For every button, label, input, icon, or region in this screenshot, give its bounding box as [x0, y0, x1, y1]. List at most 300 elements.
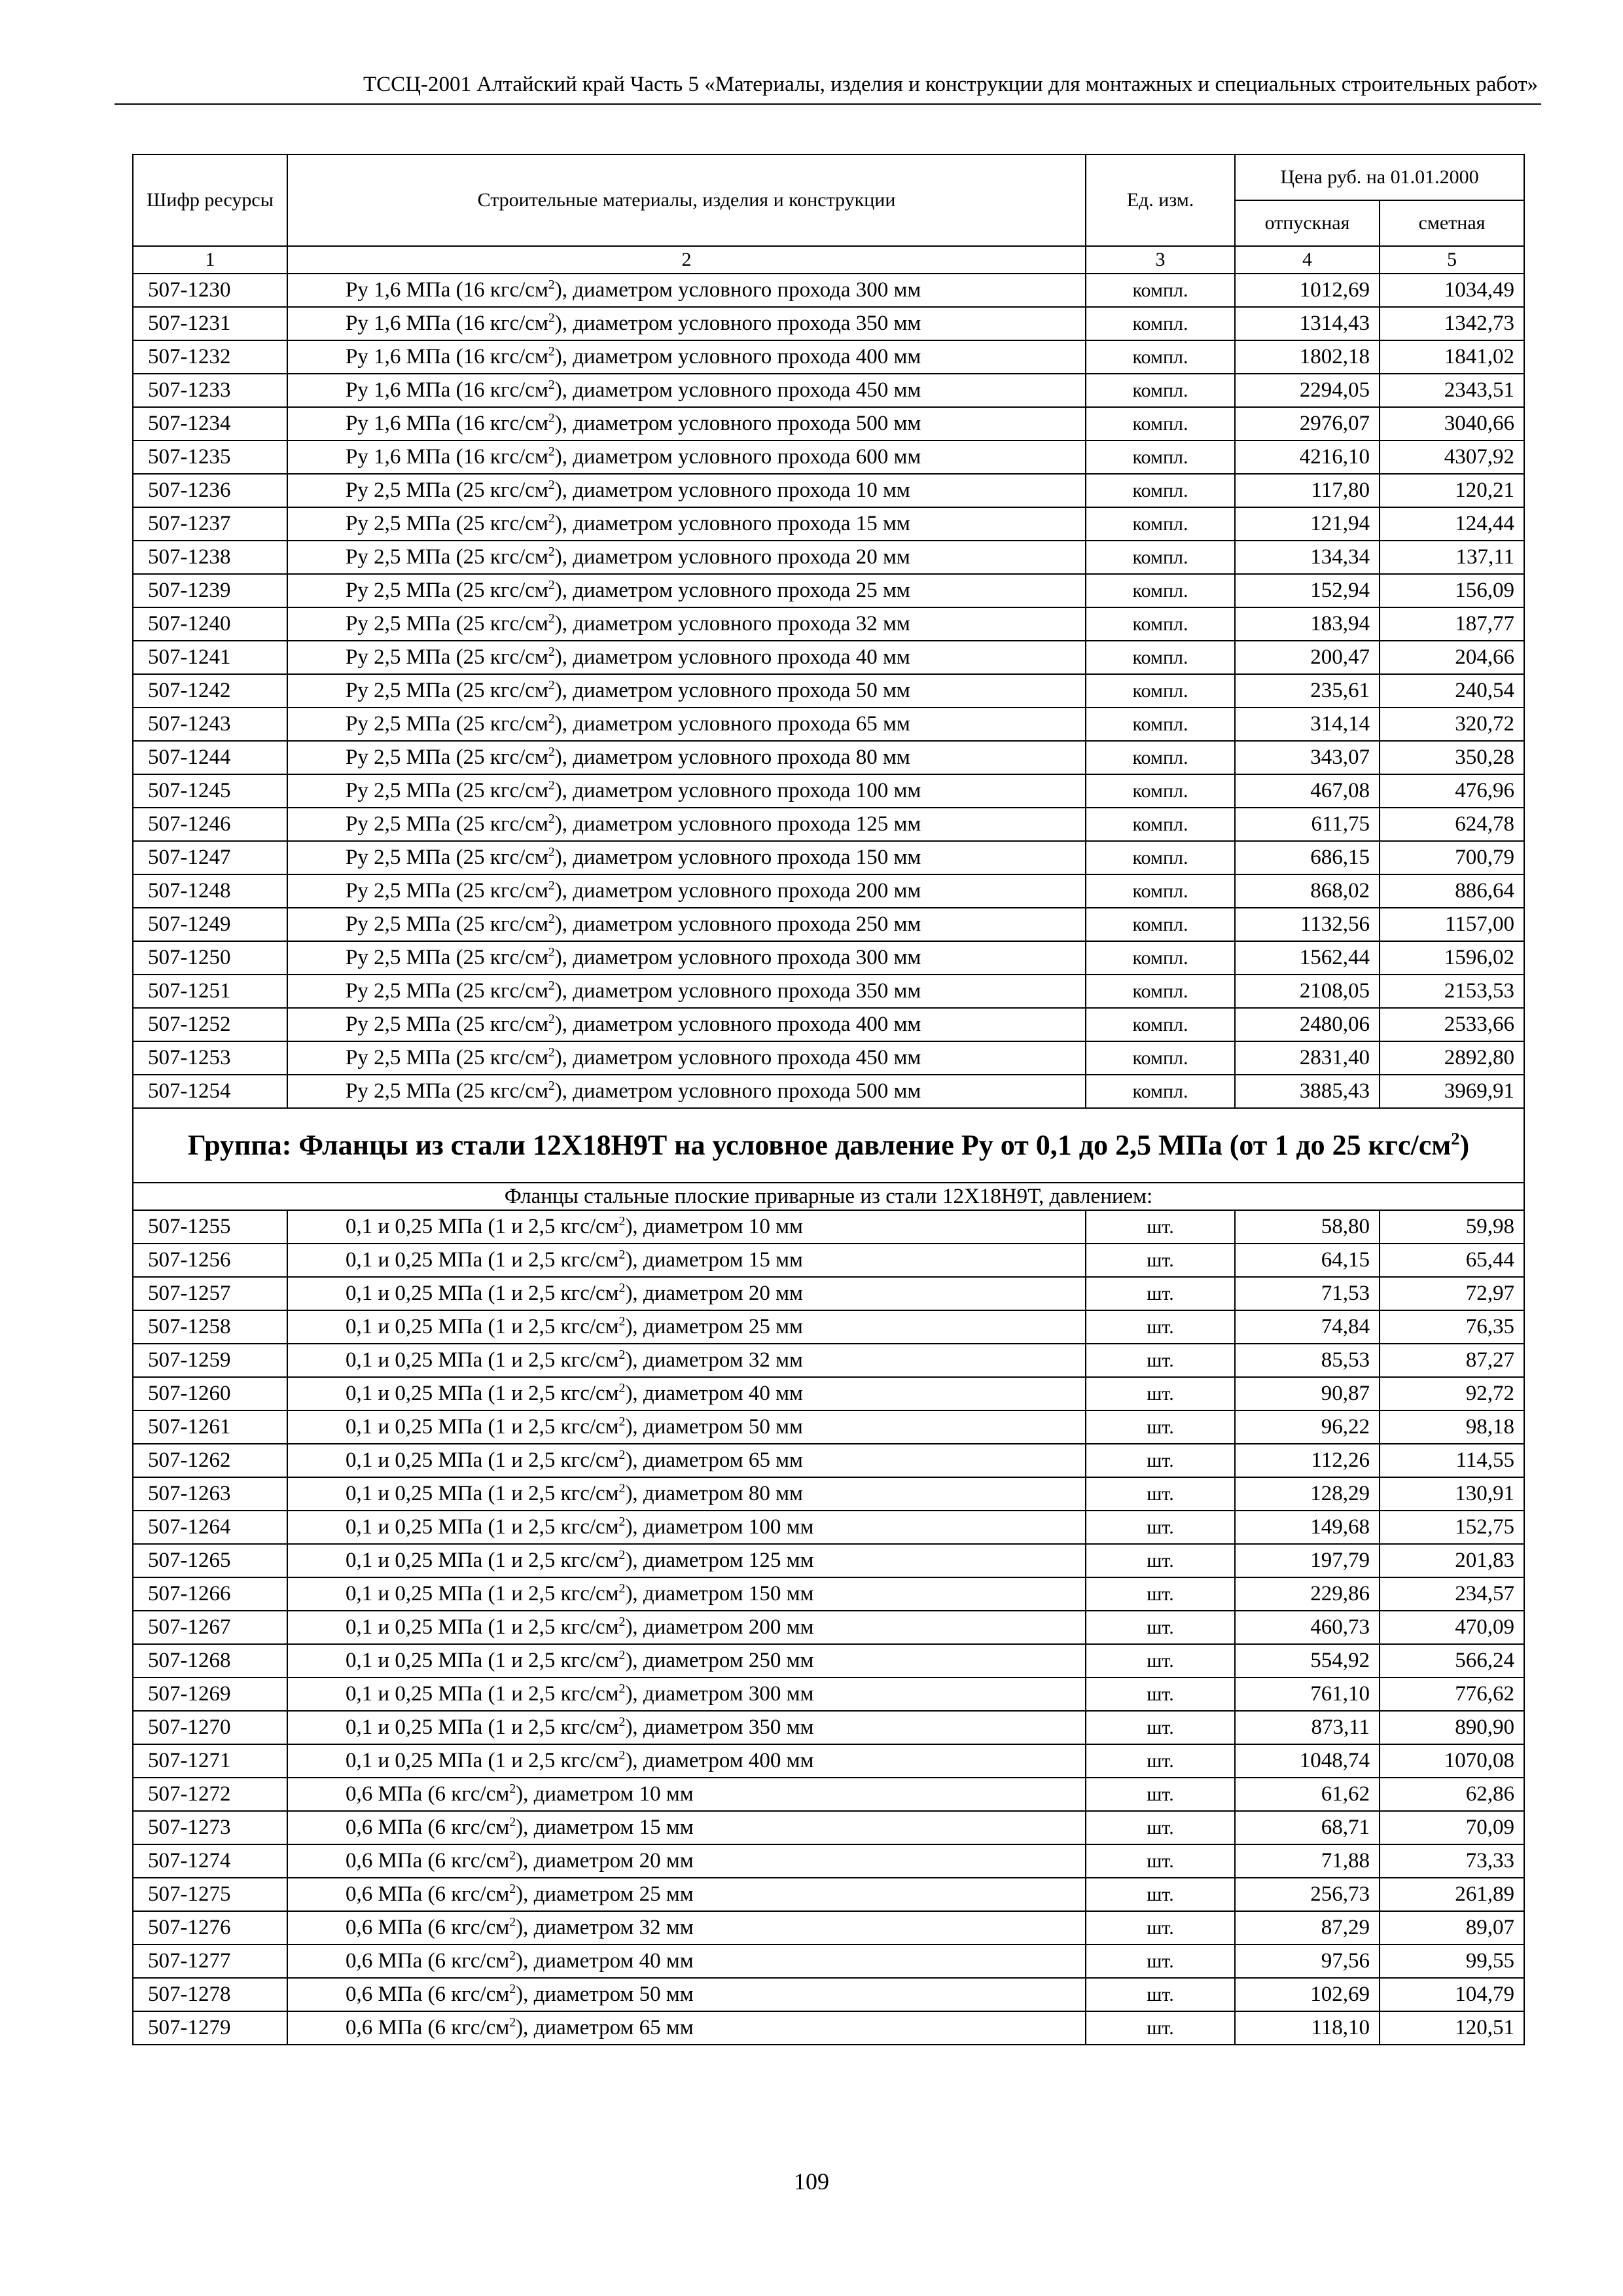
item-description — [287, 607, 1086, 641]
group-heading-text-end: ) — [1459, 1129, 1470, 1161]
unit-cell: шт. — [1086, 1744, 1235, 1778]
description-text: 0,6 МПа (6 кгс/см — [346, 1816, 510, 1839]
description-text-end: ), диаметром условного прохода 350 мм — [554, 979, 921, 1003]
description-superscript: 2 — [548, 878, 555, 893]
table-row — [133, 1577, 1524, 1611]
description-superscript: 2 — [548, 278, 555, 292]
unit-cell: шт. — [1086, 1377, 1235, 1410]
unit-cell: шт. — [1086, 1277, 1235, 1310]
item-description — [287, 1811, 1086, 1844]
header-estimate-price: сметная — [1380, 200, 1524, 246]
unit-cell: компл. — [1086, 808, 1235, 841]
table-row — [133, 708, 1524, 741]
description-text: Ру 1,6 МПа (16 кгс/см — [346, 278, 548, 302]
table-row — [133, 1778, 1524, 1811]
unit-cell: компл. — [1086, 340, 1235, 374]
estimate-price-cell: 1070,08 — [1380, 1744, 1524, 1778]
table-header-row — [133, 154, 1524, 200]
release-price-cell: 873,11 — [1235, 1711, 1380, 1744]
unit-cell: компл. — [1086, 975, 1235, 1008]
description-text-end: ), диаметром 10 мм — [516, 1782, 694, 1806]
column-number: 2 — [287, 246, 1086, 274]
table-row — [133, 1410, 1524, 1444]
unit-cell: шт. — [1086, 1544, 1235, 1577]
unit-cell: шт. — [1086, 1410, 1235, 1444]
group-heading — [133, 1108, 1524, 1183]
release-price-cell: 256,73 — [1235, 1878, 1380, 1911]
unit-cell: компл. — [1086, 774, 1235, 808]
description-text-end: ), диаметром 400 мм — [625, 1749, 814, 1772]
release-price-cell: 118,10 — [1235, 2011, 1380, 2045]
table-row — [133, 774, 1524, 808]
estimate-price-cell: 76,35 — [1380, 1310, 1524, 1344]
resource-code: 507-1241 — [133, 641, 287, 674]
description-text-end: ), диаметром условного прохода 65 мм — [554, 712, 910, 736]
description-text: Ру 2,5 МПа (25 кгс/см — [346, 912, 548, 936]
description-text: 0,6 МПа (6 кгс/см — [346, 1949, 510, 1973]
column-numbers-row — [133, 246, 1524, 274]
item-description — [287, 307, 1086, 340]
unit-cell: компл. — [1086, 574, 1235, 607]
description-text-end: ), диаметром условного прохода 300 мм — [554, 946, 921, 969]
description-text-end: ), диаметром условного прохода 150 мм — [554, 846, 921, 869]
description-text-end: ), диаметром 250 мм — [625, 1649, 814, 1672]
item-description — [287, 1778, 1086, 1811]
resource-code: 507-1261 — [133, 1410, 287, 1444]
description-text-end: ), диаметром 32 мм — [516, 1916, 694, 1939]
estimate-price-cell: 59,98 — [1380, 1210, 1524, 1244]
description-text-end: ), диаметром 350 мм — [625, 1715, 814, 1739]
table-row — [133, 808, 1524, 841]
table-row — [133, 607, 1524, 641]
unit-cell: шт. — [1086, 1244, 1235, 1277]
running-header: ТССЦ-2001 Алтайский край Часть 5 «Материалы, изделия и конструкции для монтажных и специальных строительных работ» — [363, 73, 1538, 96]
description-superscript: 2 — [548, 845, 555, 859]
unit-cell: компл. — [1086, 641, 1235, 674]
estimate-price-cell: 1841,02 — [1380, 340, 1524, 374]
table-row — [133, 1041, 1524, 1075]
table-row — [133, 1008, 1524, 1041]
description-text-end: ), диаметром условного прохода 25 мм — [554, 579, 910, 602]
unit-cell: шт. — [1086, 1477, 1235, 1511]
description-text-end: ), диаметром условного прохода 125 мм — [554, 812, 921, 836]
unit-cell: компл. — [1086, 307, 1235, 340]
release-price-cell: 1562,44 — [1235, 941, 1380, 975]
resource-code: 507-1236 — [133, 474, 287, 507]
estimate-price-cell: 776,62 — [1380, 1677, 1524, 1711]
description-superscript: 2 — [509, 1815, 516, 1829]
description-text-end: ), диаметром 40 мм — [625, 1382, 803, 1405]
resource-code: 507-1251 — [133, 975, 287, 1008]
estimate-price-cell: 3969,91 — [1380, 1075, 1524, 1108]
table-row — [133, 340, 1524, 374]
unit-cell: компл. — [1086, 841, 1235, 874]
unit-cell: шт. — [1086, 1778, 1235, 1811]
item-description — [287, 1377, 1086, 1410]
unit-cell: шт. — [1086, 1844, 1235, 1878]
release-price-cell: 2976,07 — [1235, 407, 1380, 440]
estimate-price-cell: 320,72 — [1380, 708, 1524, 741]
description-text: Ру 2,5 МПа (25 кгс/см — [346, 1013, 548, 1036]
description-text-end: ), диаметром условного прохода 600 мм — [554, 445, 921, 469]
description-text: Ру 2,5 МПа (25 кгс/см — [346, 545, 548, 569]
unit-cell: компл. — [1086, 274, 1235, 307]
description-text: Ру 1,6 МПа (16 кгс/см — [346, 378, 548, 402]
resource-code: 507-1248 — [133, 874, 287, 908]
unit-cell: шт. — [1086, 1444, 1235, 1477]
description-text: Ру 2,5 МПа (25 кгс/см — [346, 512, 548, 535]
description-superscript: 2 — [548, 611, 555, 626]
description-text: 0,1 и 0,25 МПа (1 и 2,5 кгс/см — [346, 1582, 619, 1605]
table-row — [133, 1210, 1524, 1244]
description-text-end: ), диаметром условного прохода 20 мм — [554, 545, 910, 569]
resource-code: 507-1239 — [133, 574, 287, 607]
estimate-price-cell: 87,27 — [1380, 1344, 1524, 1377]
table-row — [133, 1878, 1524, 1911]
unit-cell: компл. — [1086, 407, 1235, 440]
column-number: 3 — [1086, 246, 1235, 274]
unit-cell: компл. — [1086, 874, 1235, 908]
unit-cell: компл. — [1086, 741, 1235, 774]
resource-code: 507-1264 — [133, 1511, 287, 1544]
unit-cell: шт. — [1086, 1911, 1235, 1945]
table-row — [133, 1277, 1524, 1310]
resource-code: 507-1271 — [133, 1744, 287, 1778]
unit-cell: шт. — [1086, 1310, 1235, 1344]
description-text: 0,1 и 0,25 МПа (1 и 2,5 кгс/см — [346, 1348, 619, 1372]
description-text: 0,6 МПа (6 кгс/см — [346, 2016, 510, 2039]
resource-code: 507-1244 — [133, 741, 287, 774]
estimate-price-cell: 70,09 — [1380, 1811, 1524, 1844]
table-row — [133, 1444, 1524, 1477]
release-price-cell: 467,08 — [1235, 774, 1380, 808]
description-text: 0,1 и 0,25 МПа (1 и 2,5 кгс/см — [346, 1715, 619, 1739]
release-price-cell: 74,84 — [1235, 1310, 1380, 1344]
resource-code: 507-1277 — [133, 1945, 287, 1978]
resource-code: 507-1231 — [133, 307, 287, 340]
table-row — [133, 474, 1524, 507]
estimate-price-cell: 240,54 — [1380, 674, 1524, 708]
unit-cell: компл. — [1086, 708, 1235, 741]
resource-code: 507-1269 — [133, 1677, 287, 1711]
item-description — [287, 1041, 1086, 1075]
release-price-cell: 85,53 — [1235, 1344, 1380, 1377]
item-description — [287, 1277, 1086, 1310]
description-superscript: 2 — [618, 1515, 626, 1529]
release-price-cell: 1012,69 — [1235, 274, 1380, 307]
description-superscript: 2 — [548, 444, 555, 459]
unit-cell: шт. — [1086, 1677, 1235, 1711]
description-superscript: 2 — [548, 978, 555, 993]
description-superscript: 2 — [548, 1079, 555, 1093]
table-row — [133, 975, 1524, 1008]
estimate-price-cell: 3040,66 — [1380, 407, 1524, 440]
description-superscript: 2 — [548, 311, 555, 325]
estimate-price-cell: 261,89 — [1380, 1878, 1524, 1911]
estimate-price-cell: 470,09 — [1380, 1611, 1524, 1644]
description-superscript: 2 — [618, 1481, 626, 1496]
resource-code: 507-1247 — [133, 841, 287, 874]
resource-code: 507-1274 — [133, 1844, 287, 1878]
description-text-end: ), диаметром условного прохода 15 мм — [554, 512, 910, 535]
description-text: 0,1 и 0,25 МПа (1 и 2,5 кгс/см — [346, 1682, 619, 1706]
release-price-cell: 1132,56 — [1235, 908, 1380, 941]
resource-code: 507-1265 — [133, 1544, 287, 1577]
resource-code: 507-1230 — [133, 274, 287, 307]
description-text: 0,1 и 0,25 МПа (1 и 2,5 кгс/см — [346, 1448, 619, 1472]
release-price-cell: 71,88 — [1235, 1844, 1380, 1878]
release-price-cell: 71,53 — [1235, 1277, 1380, 1310]
resource-code: 507-1250 — [133, 941, 287, 975]
column-number: 1 — [133, 246, 287, 274]
table-row — [133, 274, 1524, 307]
description-text: 0,1 и 0,25 МПа (1 и 2,5 кгс/см — [346, 1282, 619, 1305]
description-superscript: 2 — [618, 1548, 626, 1562]
item-description — [287, 808, 1086, 841]
release-price-cell: 200,47 — [1235, 641, 1380, 674]
item-description — [287, 1644, 1086, 1677]
estimate-price-cell: 92,72 — [1380, 1377, 1524, 1410]
unit-cell: шт. — [1086, 1945, 1235, 1978]
description-superscript: 2 — [548, 711, 555, 726]
description-superscript: 2 — [618, 1715, 626, 1729]
estimate-price-cell: 99,55 — [1380, 1945, 1524, 1978]
estimate-price-cell: 2153,53 — [1380, 975, 1524, 1008]
release-price-cell: 97,56 — [1235, 1945, 1380, 1978]
table-row — [133, 874, 1524, 908]
item-description — [287, 741, 1086, 774]
item-description — [287, 1444, 1086, 1477]
estimate-price-cell: 104,79 — [1380, 1978, 1524, 2011]
unit-cell: шт. — [1086, 1878, 1235, 1911]
description-superscript: 2 — [548, 945, 555, 960]
unit-cell: компл. — [1086, 1041, 1235, 1075]
item-description — [287, 1244, 1086, 1277]
description-superscript: 2 — [509, 1782, 516, 1796]
unit-cell: компл. — [1086, 507, 1235, 541]
estimate-price-cell: 1034,49 — [1380, 274, 1524, 307]
description-text: 0,1 и 0,25 МПа (1 и 2,5 кгс/см — [346, 1315, 619, 1338]
description-text-end: ), диаметром условного прохода 350 мм — [554, 312, 921, 335]
description-text: 0,6 МПа (6 кгс/см — [346, 1916, 510, 1939]
description-superscript: 2 — [509, 1982, 516, 1996]
description-text-end: ), диаметром условного прохода 40 мм — [554, 645, 910, 669]
description-text-end: ), диаметром условного прохода 400 мм — [554, 345, 921, 368]
description-superscript: 2 — [618, 1448, 626, 1462]
description-text-end: ), диаметром 50 мм — [516, 1982, 694, 2006]
table-row — [133, 1644, 1524, 1677]
estimate-price-cell: 566,24 — [1380, 1644, 1524, 1677]
table-row — [133, 1544, 1524, 1577]
release-price-cell: 96,22 — [1235, 1410, 1380, 1444]
header-code: Шифр ресурсы — [133, 154, 287, 246]
table-row — [133, 1244, 1524, 1277]
description-text-end: ), диаметром 65 мм — [625, 1448, 803, 1472]
item-description — [287, 1878, 1086, 1911]
estimate-price-cell: 89,07 — [1380, 1911, 1524, 1945]
description-text: Ру 2,5 МПа (25 кгс/см — [346, 645, 548, 669]
estimate-price-cell: 890,90 — [1380, 1711, 1524, 1744]
release-price-cell: 229,86 — [1235, 1577, 1380, 1611]
description-text: Ру 2,5 МПа (25 кгс/см — [346, 1046, 548, 1069]
estimate-price-cell: 72,97 — [1380, 1277, 1524, 1310]
column-number: 5 — [1380, 246, 1524, 274]
table-row — [133, 1744, 1524, 1778]
resource-code: 507-1273 — [133, 1811, 287, 1844]
description-superscript: 2 — [618, 1615, 626, 1629]
description-text: Ру 2,5 МПа (25 кгс/см — [346, 812, 548, 836]
price-table — [132, 154, 1525, 2045]
release-price-cell: 868,02 — [1235, 874, 1380, 908]
description-text: Ру 2,5 МПа (25 кгс/см — [346, 612, 548, 636]
item-description — [287, 1611, 1086, 1644]
unit-cell: компл. — [1086, 1075, 1235, 1108]
description-text: Ру 2,5 МПа (25 кгс/см — [346, 679, 548, 702]
item-description — [287, 1008, 1086, 1041]
description-superscript: 2 — [548, 478, 555, 492]
description-text: 0,6 МПа (6 кгс/см — [346, 1982, 510, 2006]
unit-cell: шт. — [1086, 1811, 1235, 1844]
header-rule — [115, 103, 1541, 105]
description-text: 0,1 и 0,25 МПа (1 и 2,5 кгс/см — [346, 1615, 619, 1639]
item-description — [287, 407, 1086, 440]
estimate-price-cell: 130,91 — [1380, 1477, 1524, 1511]
description-text: Ру 1,6 МПа (16 кгс/см — [346, 412, 548, 435]
item-description — [287, 1844, 1086, 1878]
resource-code: 507-1278 — [133, 1978, 287, 2011]
release-price-cell: 102,69 — [1235, 1978, 1380, 2011]
table-row — [133, 374, 1524, 407]
description-text-end: ), диаметром 40 мм — [516, 1949, 694, 1973]
table-row — [133, 407, 1524, 440]
item-description — [287, 1677, 1086, 1711]
release-price-cell: 2480,06 — [1235, 1008, 1380, 1041]
table-row — [133, 1477, 1524, 1511]
description-superscript: 2 — [618, 1648, 626, 1662]
resource-code: 507-1254 — [133, 1075, 287, 1108]
description-superscript: 2 — [548, 545, 555, 559]
description-text-end: ), диаметром условного прохода 10 мм — [554, 478, 910, 502]
description-superscript: 2 — [548, 378, 555, 392]
estimate-price-cell: 700,79 — [1380, 841, 1524, 874]
item-description — [287, 1511, 1086, 1544]
description-text-end: ), диаметром условного прохода 400 мм — [554, 1013, 921, 1036]
estimate-price-cell: 201,83 — [1380, 1544, 1524, 1577]
table-row — [133, 1711, 1524, 1744]
description-text-end: ), диаметром 10 мм — [625, 1215, 803, 1238]
resource-code: 507-1267 — [133, 1611, 287, 1644]
description-superscript: 2 — [548, 912, 555, 926]
description-text: Ру 1,6 МПа (16 кгс/см — [346, 445, 548, 469]
description-text: Ру 2,5 МПа (25 кгс/см — [346, 979, 548, 1003]
item-description — [287, 941, 1086, 975]
description-text: Ру 2,5 МПа (25 кгс/см — [346, 779, 548, 802]
resource-code: 507-1272 — [133, 1778, 287, 1811]
resource-code: 507-1279 — [133, 2011, 287, 2045]
item-description — [287, 1310, 1086, 1344]
description-text-end: ), диаметром 25 мм — [625, 1315, 803, 1338]
item-description — [287, 908, 1086, 941]
description-text: 0,6 МПа (6 кгс/см — [346, 1782, 510, 1806]
unit-cell: компл. — [1086, 908, 1235, 941]
estimate-price-cell: 1342,73 — [1380, 307, 1524, 340]
description-text: 0,1 и 0,25 МПа (1 и 2,5 кгс/см — [346, 1749, 619, 1772]
table-row — [133, 1945, 1524, 1978]
item-description — [287, 574, 1086, 607]
resource-code: 507-1243 — [133, 708, 287, 741]
table-row — [133, 1377, 1524, 1410]
release-price-cell: 686,15 — [1235, 841, 1380, 874]
resource-code: 507-1256 — [133, 1244, 287, 1277]
resource-code: 507-1266 — [133, 1577, 287, 1611]
description-text: Ру 2,5 МПа (25 кгс/см — [346, 946, 548, 969]
release-price-cell: 343,07 — [1235, 741, 1380, 774]
description-text-end: ), диаметром условного прохода 500 мм — [554, 1079, 921, 1103]
estimate-price-cell: 350,28 — [1380, 741, 1524, 774]
description-text: 0,1 и 0,25 МПа (1 и 2,5 кгс/см — [346, 1415, 619, 1439]
release-price-cell: 1314,43 — [1235, 307, 1380, 340]
resource-code: 507-1268 — [133, 1644, 287, 1677]
page-number: 109 — [794, 2168, 829, 2195]
release-price-cell: 1802,18 — [1235, 340, 1380, 374]
item-description — [287, 1075, 1086, 1108]
description-superscript: 2 — [618, 1381, 626, 1395]
description-text: 0,1 и 0,25 МПа (1 и 2,5 кгс/см — [346, 1215, 619, 1238]
estimate-price-cell: 120,51 — [1380, 2011, 1524, 2045]
description-superscript: 2 — [548, 778, 555, 793]
resource-code: 507-1260 — [133, 1377, 287, 1410]
description-text: 0,1 и 0,25 МПа (1 и 2,5 кгс/см — [346, 1482, 619, 1505]
subgroup-heading: Фланцы стальные плоские приварные из стали 12Х18Н9Т, давлением: — [133, 1183, 1524, 1210]
description-text: 0,1 и 0,25 МПа (1 и 2,5 кгс/см — [346, 1248, 619, 1272]
description-text-end: ), диаметром 300 мм — [625, 1682, 814, 1706]
item-description — [287, 1744, 1086, 1778]
table-row — [133, 2011, 1524, 2045]
estimate-price-cell: 98,18 — [1380, 1410, 1524, 1444]
description-text-end: ), диаметром условного прохода 450 мм — [554, 1046, 921, 1069]
description-superscript: 2 — [618, 1581, 626, 1596]
description-superscript: 2 — [618, 1281, 626, 1295]
estimate-price-cell: 1596,02 — [1380, 941, 1524, 975]
table-row — [133, 841, 1524, 874]
release-price-cell: 121,94 — [1235, 507, 1380, 541]
table-row — [133, 1811, 1524, 1844]
release-price-cell: 134,34 — [1235, 541, 1380, 574]
table-row — [133, 1511, 1524, 1544]
description-superscript: 2 — [618, 1247, 626, 1262]
release-price-cell: 58,80 — [1235, 1210, 1380, 1244]
item-description — [287, 1577, 1086, 1611]
description-superscript: 2 — [618, 1314, 626, 1329]
release-price-cell: 61,62 — [1235, 1778, 1380, 1811]
release-price-cell: 460,73 — [1235, 1611, 1380, 1644]
description-superscript: 2 — [509, 1948, 516, 1963]
resource-code: 507-1249 — [133, 908, 287, 941]
description-text-end: ), диаметром 25 мм — [516, 1882, 694, 1906]
release-price-cell: 761,10 — [1235, 1677, 1380, 1711]
unit-cell: компл. — [1086, 440, 1235, 474]
unit-cell: шт. — [1086, 1644, 1235, 1677]
description-superscript: 2 — [548, 511, 555, 526]
unit-cell: компл. — [1086, 541, 1235, 574]
group-heading-row — [133, 1108, 1524, 1183]
unit-cell: шт. — [1086, 1577, 1235, 1611]
item-description — [287, 641, 1086, 674]
item-description — [287, 1945, 1086, 1978]
unit-cell: шт. — [1086, 1210, 1235, 1244]
item-description — [287, 374, 1086, 407]
release-price-cell: 611,75 — [1235, 808, 1380, 841]
